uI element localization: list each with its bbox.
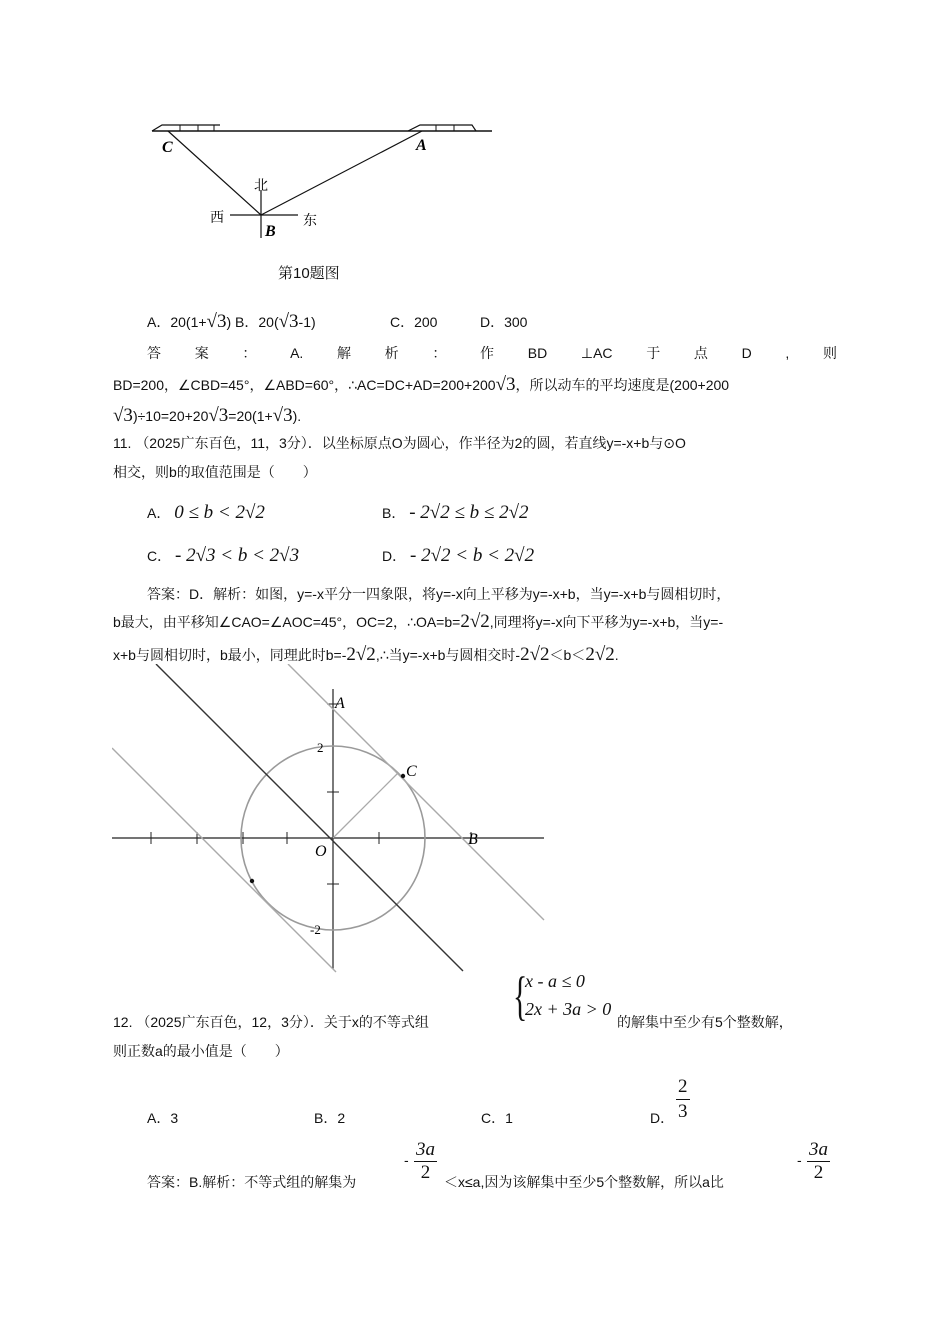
- q12-option-b: B．2: [314, 1110, 346, 1126]
- sqrt3: √3: [113, 405, 133, 426]
- ans-token: 案: [194, 345, 209, 361]
- ans-token: D: [741, 345, 752, 361]
- label-C: C: [162, 139, 173, 156]
- label-A-graph: A: [335, 695, 345, 712]
- q10-answer-line2: [113, 375, 729, 395]
- sqrt3: √3: [208, 405, 229, 426]
- sqrt3-a: √3: [206, 311, 227, 332]
- q11-option-c: [147, 546, 299, 566]
- ans-token: 答: [147, 345, 161, 361]
- q10-option-d: D．300: [480, 314, 528, 330]
- sqrt3: √3: [272, 405, 293, 426]
- q11-answer-line1: 答案：D．解析：如图，y=-x平分一四象限，将y=-x向上平移为y=-x+b，当y=-x+b与圆相切时，: [147, 586, 731, 602]
- ans-text: ,同理将y=-x向下平移为y=-x+b，当y=-: [489, 614, 724, 630]
- ans-text: =20(1+: [228, 408, 273, 424]
- system-eq2: 2x + 3a > 0: [525, 999, 612, 1019]
- ans-math: 2√2: [520, 644, 550, 665]
- ans-token: 析: [384, 345, 399, 361]
- frac-den: 3: [678, 1101, 688, 1122]
- q12-answer-fraction-1: [414, 1139, 437, 1184]
- label-east: 东: [303, 213, 317, 229]
- option-math: 0 ≤ b < 2√2: [174, 502, 265, 523]
- q12-option-d-fraction: [676, 1076, 690, 1123]
- option-math: - 2√2 ≤ b ≤ 2√2: [409, 502, 529, 523]
- label-O-graph: O: [315, 843, 327, 860]
- system-eq1: x - a ≤ 0: [525, 971, 585, 991]
- q11-answer-line2: [113, 612, 723, 632]
- q12-option-c: C．1: [481, 1110, 513, 1126]
- q12-answer-text-b: ＜x≤a,因为该解集中至少5个整数解，所以a比: [444, 1174, 724, 1190]
- q10-option-b-tail: -1): [298, 314, 316, 330]
- sqrt3: √3: [495, 374, 516, 395]
- ans-token: BD: [527, 345, 548, 361]
- sqrt3-b: √3: [278, 311, 299, 332]
- q10-answer-line1: [147, 343, 837, 363]
- frac-num: 3a: [809, 1139, 828, 1160]
- frac-den: 2: [813, 1162, 824, 1183]
- q12-answer-minus-1: -: [404, 1152, 409, 1168]
- label-B: B: [265, 223, 276, 240]
- option-label: C．: [147, 548, 172, 564]
- ans-text: ).: [292, 408, 302, 424]
- ans-text: ＜b＜: [549, 647, 586, 663]
- option-label: D．: [382, 548, 407, 564]
- q11-stem-line2: 相交，则b的取值范围是（ ）: [113, 464, 317, 480]
- q12-stem-line1-b: 的解集中至少有5个整数解，: [617, 1014, 793, 1030]
- option-label: A．: [147, 505, 171, 521]
- frac-den: 2: [420, 1162, 431, 1183]
- label-B-graph: B: [468, 831, 478, 848]
- q10-option-b-text: ) B．20(: [226, 314, 279, 330]
- label-A: A: [416, 137, 427, 154]
- figure-11-graph: [112, 664, 548, 974]
- q12-answer-minus-2: -: [797, 1152, 802, 1168]
- ans-token: 于: [646, 345, 661, 361]
- ans-token: ,: [785, 345, 790, 361]
- ans-token: ：: [432, 345, 447, 361]
- q11-answer-line3: [113, 645, 619, 665]
- ans-token: A.: [290, 345, 304, 361]
- frac-num: 3a: [416, 1139, 435, 1160]
- label-north: 北: [254, 178, 268, 194]
- option-label: B．: [382, 505, 406, 521]
- figure-10-caption: 第10题图: [278, 265, 340, 282]
- q11-stem-line1: 11. （2025广东百色，11，3分）．以坐标原点O为圆心，作半径为2的圆，若直线y=-x+b与⊙O: [113, 435, 686, 451]
- ans-token: ⊥AC: [580, 345, 613, 361]
- ans-token: 解: [336, 345, 351, 361]
- ans-math: 2√2: [346, 644, 376, 665]
- ans-math: 2√2: [460, 611, 490, 632]
- ans-math: 2√2: [585, 644, 615, 665]
- ans-text: .: [614, 647, 619, 663]
- ans-text: )÷10=20+20: [132, 408, 209, 424]
- tick-label-2: 2: [317, 740, 324, 755]
- q12-answer-text-a: 答案：B.解析：不等式组的解集为: [147, 1174, 357, 1190]
- ans-text: ，所以动车的平均速度是(200+200: [515, 377, 730, 393]
- q10-option-c: C．200: [390, 314, 438, 330]
- q10-option-a-text: A．20(1+: [147, 314, 207, 330]
- q12-inequality-system: [513, 968, 617, 1028]
- ans-token: 点: [693, 345, 708, 361]
- left-brace: {: [513, 966, 528, 1026]
- q11-option-a: [147, 503, 265, 523]
- q11-option-b: [382, 503, 529, 523]
- label-C-graph: C: [406, 763, 417, 780]
- tick-label-neg2: -2: [310, 922, 321, 937]
- ans-token: ：: [242, 345, 257, 361]
- ans-text: x+b与圆相切时，b最小，同理此时b=-: [113, 647, 347, 663]
- label-west: 西: [210, 210, 224, 226]
- q12-answer-fraction-2: [807, 1139, 830, 1184]
- frac-bar: [676, 1099, 690, 1100]
- figure-10-diagram: [140, 110, 510, 245]
- frac-num: 2: [678, 1076, 688, 1097]
- ans-token: 则: [822, 345, 837, 361]
- q12-option-a: A．3: [147, 1110, 179, 1126]
- q10-answer-line3: [113, 406, 301, 426]
- q12-stem-line2: 则正数a的最小值是（ ）: [113, 1043, 289, 1059]
- option-math: - 2√2 < b < 2√2: [410, 545, 535, 566]
- ans-token: 作: [480, 345, 495, 361]
- ans-text: b最大，由平移知∠CAO=∠AOC=45°，OC=2，∴OA=b=: [113, 614, 461, 630]
- q10-options: [147, 312, 316, 332]
- ans-text: BD=200，∠CBD=45°，∠ABD=60°，∴AC=DC+AD=200+200: [113, 377, 496, 393]
- ans-text: ,∴当y=-x+b与圆相交时-: [375, 647, 521, 663]
- q12-stem-line1-a: 12. （2025广东百色，12，3分）．关于x的不等式组: [113, 1014, 429, 1030]
- option-math: - 2√3 < b < 2√3: [175, 545, 300, 566]
- q12-option-d: D．: [650, 1110, 675, 1126]
- q11-option-d: [382, 546, 534, 566]
